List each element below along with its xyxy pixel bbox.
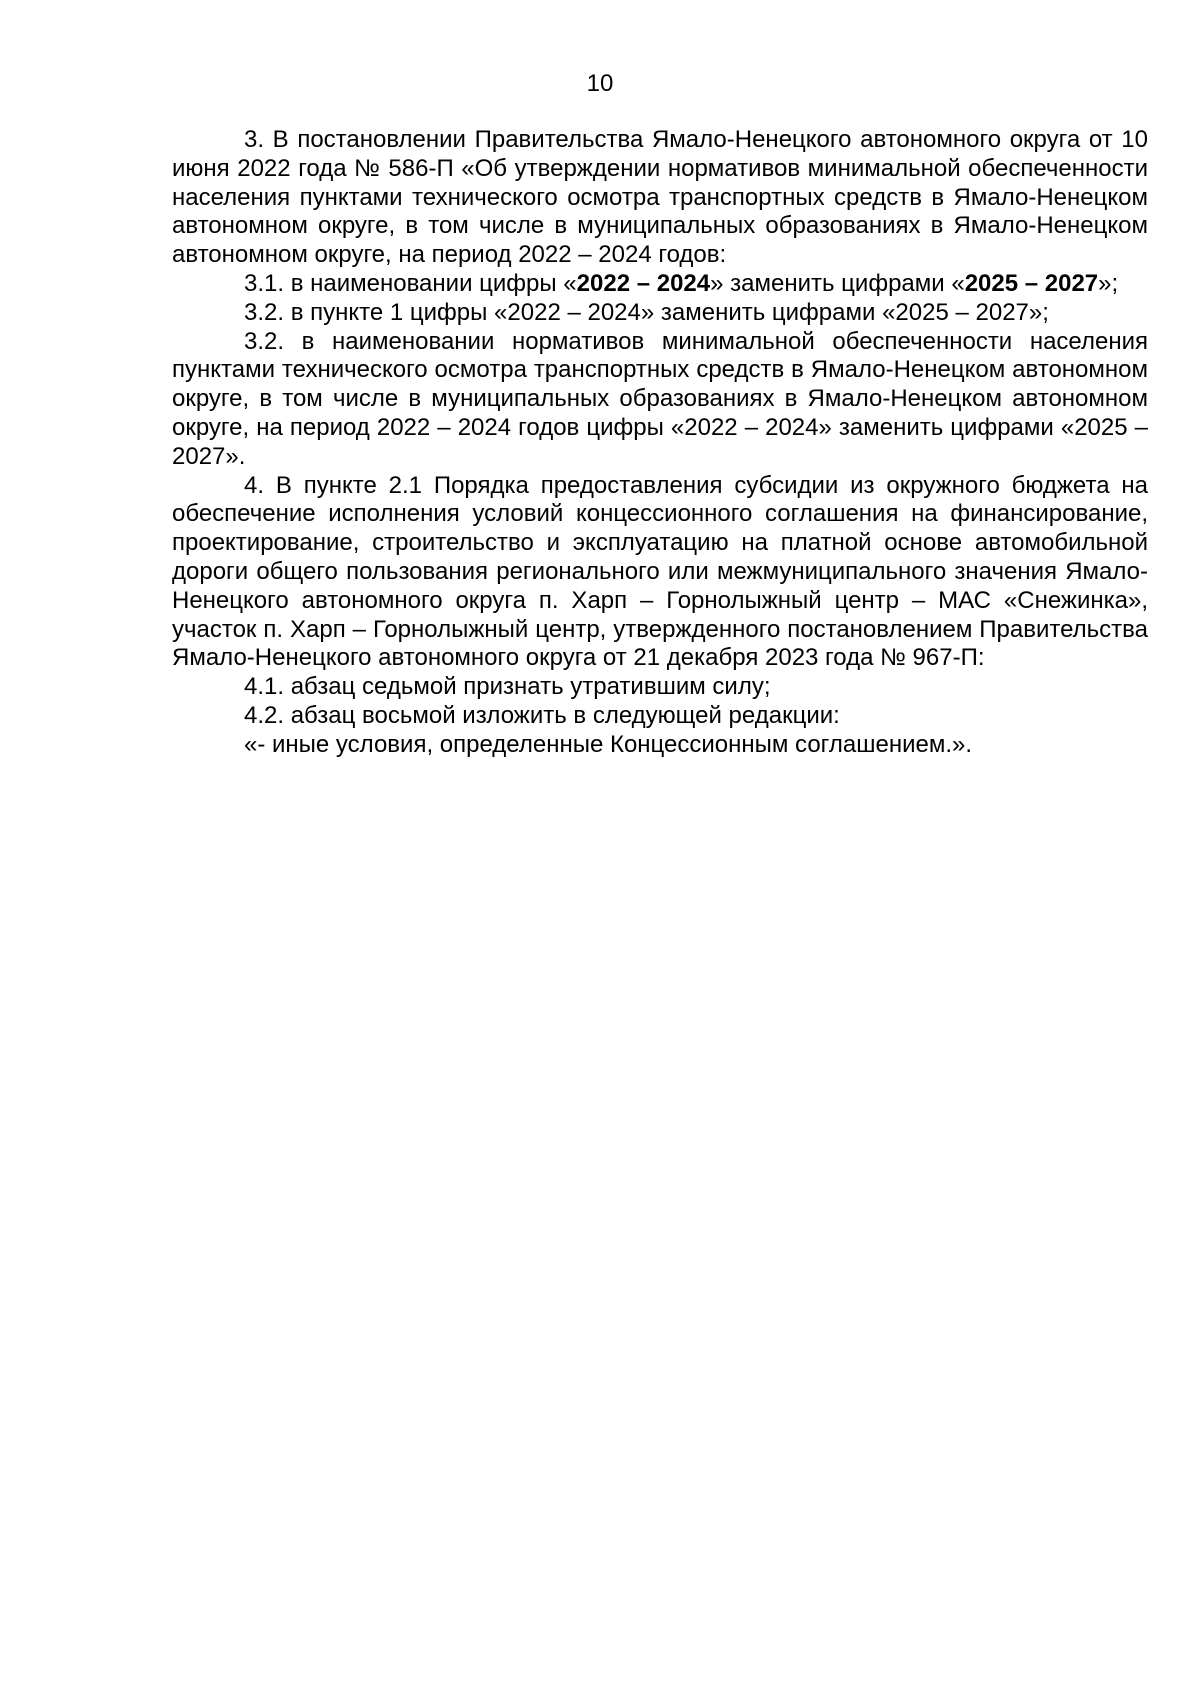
paragraph-3-1-text-1: 3.1. в наименовании цифры « <box>244 269 577 297</box>
paragraph-3-1-bold-1: 2022 – 2024 <box>576 269 711 297</box>
paragraph-3-1-bold-2: 2025 – 2027 <box>964 269 1099 297</box>
paragraph-3-1-text-3: »; <box>1098 269 1119 297</box>
paragraph-3-1 <box>172 270 1148 299</box>
paragraph-4-2: 4.2. абзац восьмой изложить в следующей редакции: <box>244 701 840 729</box>
document-body <box>172 126 1148 760</box>
paragraph-3-2b: 3.2. в наименовании нормативов минимальной обеспеченности населения пунктами технического осмотра транспортных средств в Ямало-Ненецком автономном округе, в том числе в муниципальных образованиях в Ямало-Ненецком автономном округе, на период 2022 – 2024 годов цифры «2022 – 2024» заменить цифрами «2025 – 2027». <box>172 327 1148 470</box>
paragraph-3-2a: 3.2. в пункте 1 цифры «2022 – 2024» заменить цифрами «2025 – 2027»; <box>244 298 1049 326</box>
page-number: 10 <box>586 70 614 97</box>
paragraph-3: 3. В постановлении Правительства Ямало-Ненецкого автономного округа от 10 июня 2022 года № 586-П «Об утверждении нормативов минимальной обеспеченности населения пунктами технического осмотра транспортных средств в Ямало-Ненецком автономном округе, в том числе в муниципальных образованиях в Ямало-Ненецком автономном округе, на период 2022 – 2024 годов: <box>172 126 1148 269</box>
paragraph-quote: «- иные условия, определенные Концессионным соглашением.». <box>244 730 973 758</box>
paragraph-4: 4. В пункте 2.1 Порядка предоставления субсидии из окружного бюджета на обеспечение исполнения условий концессионного соглашения на финансирование, проектирование, строительство и эксплуатацию на платной основе автомобильной дороги общего пользования регионального или межмуниципального значения Ямало-Ненецкого автономного округа п. Харп – Горнолыжный центр – МАС «Снежинка», участок п. Харп – Горнолыжный центр, утвержденного постановлением Правительства Ямало-Ненецкого автономного округа от 21 декабря 2023 года № 967-П: <box>172 471 1148 672</box>
paragraph-3-1-text-2: » заменить цифрами « <box>710 269 965 297</box>
paragraph-4-1: 4.1. абзац седьмой признать утратившим силу; <box>244 673 771 701</box>
